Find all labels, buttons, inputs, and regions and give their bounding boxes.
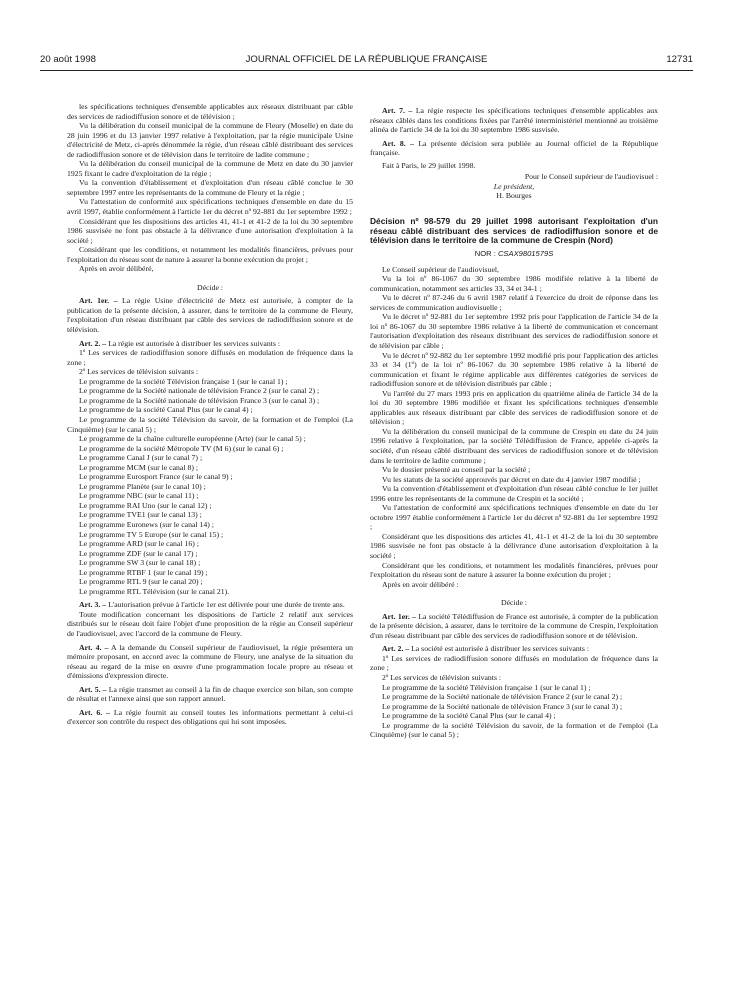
article-label: Art. 7. –: [382, 106, 413, 115]
text-paragraph: Le programme de la société Canal Plus (sur le canal 4) ;: [382, 711, 556, 721]
text-paragraph: Le programme de la société Métropole TV (M 6) (sur le canal 6) ;: [79, 443, 284, 453]
nor-reference: [370, 249, 658, 259]
article-text: La régie respecte les spécifications techniques d'ensemble applicables aux réseaux câblés dans les conditions fixées par l'arrêté interministériel mentionné au troisième alinéa de l'article 34 de la loi du 30 septembre 1986 susvisée.: [370, 106, 658, 135]
article-text: La société est autorisée à distribuer les services suivants :: [409, 644, 590, 654]
text-paragraph: 2º Les services de télévision suivants :: [79, 367, 199, 377]
article-text: La régie transmet au conseil à la fin de chaque exercice son bilan, son compte de résultat et l'annexe ainsi que son rapport annuel.: [67, 684, 353, 704]
text-paragraph: Considérant que les dispositions des articles 41, 41-1 et 41-2 de la loi du 30 septembre 1986 susvisée ne font pas obstacle à la délivrance d'une autorisation d'exploitation à la société ;: [67, 216, 353, 245]
text-paragraph: Le programme RTL 9 (sur le canal 20) ;: [79, 577, 203, 587]
article-paragraph: [67, 708, 353, 727]
article-paragraph: [67, 643, 353, 681]
text-paragraph: Le programme NBC (sur le canal 11) ;: [79, 491, 199, 501]
text-paragraph: Le programme ARD (sur le canal 16) ;: [79, 539, 199, 549]
text-paragraph: Le programme de la société Télévision du savoir, de la formation et de l'emploi (La Cinquième) (sur le canal 5) ;: [67, 414, 353, 434]
text-paragraph: Le programme Planète (sur le canal 10) ;: [79, 481, 206, 491]
article-paragraph: [370, 644, 658, 654]
text-paragraph: Considérant que les conditions, et notamment les modalités financières, prévues pour l'exploitation du réseau sont de nature à assurer la bonne exécution du projet ;: [370, 560, 658, 580]
text-paragraph: Vu la loi nº 86-1067 du 30 septembre 1986 modifiée relative à la liberté de communication, notamment ses articles 33, 34 et 34-1 ;: [370, 274, 658, 293]
article-label: Art. 1er. –: [79, 296, 118, 306]
text-paragraph: Le programme de la société Télévision française 1 (sur le canal 1) ;: [382, 682, 591, 692]
signature-for: Pour le Conseil supérieur de l'audiovisuel :: [524, 172, 658, 182]
text-paragraph: Vu l'attestation de conformité aux spécifications techniques d'ensemble en date du 1er octobre 1997 établie conformément à l'article 1er du décret nº 92-881 du 1er septembre 1992 ;: [370, 503, 658, 532]
text-paragraph: Le programme de la société Canal Plus (sur le canal 4) ;: [79, 405, 253, 415]
text-paragraph: Vu le dossier présenté au conseil par la société ;: [382, 465, 531, 475]
article-text: La régie est autorisée à distribuer les services suivants :: [106, 338, 281, 348]
header-date: 20 août 1998: [40, 54, 97, 65]
signature-role: Le président,: [493, 181, 535, 191]
text-paragraph: Le programme Eurosport France (sur le canal 9) ;: [79, 472, 233, 482]
text-paragraph: Vu le décret nº 92-882 du 1er septembre 1992 modifié pris pour l'application des articles 33 et 34 (1º) de la loi nº 86-1067 du 30 septembre 1986 relative à la liberté de communication et fixant le régime applicable aux différentes catégories de services de radiodiffusion sonore et de télévision distribués par câble ;: [370, 350, 658, 389]
text-paragraph: Vu la délibération du conseil municipal de la commune de Metz en date du 30 janvier 1925 fixant le cadre d'exploitation de la régie ;: [67, 159, 353, 178]
decision-title: Décision nº 98-579 du 29 juillet 1998 autorisant l'exploitation d'un réseau câblé distribuant des services de radiodiffusion sonore et de télévision dans le territoire de la commune de Crespin (Nord): [370, 215, 658, 246]
text-paragraph: Le programme de la Société nationale de télévision France 3 (sur le canal 3) ;: [79, 395, 320, 405]
text-paragraph: Vu la délibération du conseil municipal de la commune de Crespin en date du 24 juin 1996 relative à l'exploitation, par la société Télédiffusion de France, appelée ci-après la société, d'un réseau câblé distribuant des services de radiodiffusion sonore et de télévision dans le territoire de ladite commune ;: [370, 426, 658, 465]
header-rule: [40, 70, 693, 71]
text-paragraph: Le programme TVE1 (sur le canal 13) ;: [79, 510, 202, 520]
text-paragraph: Le Conseil supérieur de l'audiovisuel,: [382, 264, 499, 274]
signature-place-date: Fait à Paris, le 29 juillet 1998.: [382, 160, 476, 170]
text-paragraph: Le programme de la société Télévision du savoir, de la formation et de l'emploi (La Cinquième) (sur le canal 5) ;: [370, 720, 658, 740]
article-label: Art. 4. –: [79, 642, 109, 652]
page-number: 12731: [666, 54, 693, 65]
text-paragraph: Vu l'attestation de conformité aux spécifications techniques d'ensemble en date du 15 avril 1997, établie conformément à l'article 1er du décret nº 92-881 du 1er septembre 1992 ;: [67, 197, 353, 217]
article-text: La régie Usine d'électricité de Metz est autorisée, à compter de la publication de la présente décision, à assurer, dans le territoire de la commune de Fleury, l'exploitation d'un réseau distribuant par câble des services de radiodiffusion sonore et de télévision.: [67, 296, 353, 335]
text-paragraph: Vu le décret nº 92-881 du 1er septembre 1992 pris pour l'application de l'article 34 de la loi nº 86-1067 du 30 septembre 1986 relative à la liberté de communication et concernant l'autorisation d'exploitation des réseaux distribuant des services de radiodiffusion sonore et de télévision par câble ;: [370, 312, 658, 350]
text-paragraph: Le programme TV 5 Europe (sur le canal 15) ;: [79, 529, 224, 539]
text-paragraph: Le programme RTL Télévision (sur le canal 21).: [79, 586, 230, 596]
text-paragraph: Le programme MCM (sur le canal 8) ;: [79, 462, 199, 472]
article-text: La régie fournit au conseil toutes les informations permettant à celui-ci d'exercer son contrôle du respect des obligations qui lui sont imposées.: [67, 707, 353, 727]
text-paragraph: Le programme Euronews (sur le canal 14) ;: [79, 519, 214, 529]
text-paragraph: Le programme de la Société nationale de télévision France 2 (sur le canal 2) ;: [79, 386, 320, 396]
text-paragraph: Toute modification concernant les dispositions de l'article 2 relatif aux services distribués sur le réseau doit faire l'objet d'une proposition de la régie au Conseil supérieur de l'audiovisuel, avec l'accord de la commune de Fleury.: [67, 609, 353, 638]
nor-label: NOR :: [474, 249, 496, 259]
article-label: Art. 8. –: [382, 138, 414, 148]
text-paragraph: Après en avoir délibéré,: [79, 264, 154, 274]
signature-name: H. Bourges: [496, 191, 532, 201]
article-text: A la demande du Conseil supérieur de l'audiovisuel, la régie présentera un mémoire proposant, en accord avec la commune de Fleury, une analyse de la situation du réseau au regard de la mise en œuvre d'une programmation locale propre au réseau et d'émissions d'expression directe.: [67, 642, 353, 681]
text-paragraph: Vu la convention d'établissement et d'exploitation d'un réseau câblé conclue le 30 septembre 1997 entre les représentants de la commune de Fleury et la régie ;: [67, 178, 353, 197]
text-paragraph: les spécifications techniques d'ensemble applicables aux réseaux distribuant par câble des services de radiodiffusion sonore et de télévision ;: [67, 102, 353, 121]
article-label: Art. 3. –: [79, 600, 107, 610]
journal-title: JOURNAL OFFICIEL DE LA RÉPUBLIQUE FRANÇAISE: [245, 54, 488, 65]
article-text: L'autorisation prévue à l'article 1er est délivrée pour une durée de trente ans.: [106, 600, 345, 610]
article-paragraph: [370, 106, 658, 135]
article-text: La société Télédiffusion de France est autorisée, à compter de la publication de la présente décision, à assurer, dans le territoire de la commune de Crespin, l'exploitation d'un réseau distribuant par câble des services de radiodiffusion sonore et de télévision.: [370, 611, 658, 640]
article-label: Art. 2. –: [79, 338, 107, 348]
article-label: Art. 6. –: [79, 707, 110, 717]
article-paragraph: [370, 612, 658, 641]
article-paragraph: [370, 139, 658, 158]
right-column-body: [370, 265, 658, 740]
article-paragraph: [67, 339, 353, 349]
page-header: [40, 54, 693, 68]
text-paragraph: Vu le décret nº 87-246 du 6 avril 1987 relatif à l'exercice du droit de réponse dans les services de communication audiovisuelle ;: [370, 293, 658, 312]
text-paragraph: Le programme SW 3 (sur le canal 18) ;: [79, 558, 201, 568]
article-text: La présente décision sera publiée au Journal officiel de la République française.: [370, 138, 658, 158]
text-paragraph: Le programme RTBF 1 (sur le canal 19) ;: [79, 567, 208, 577]
text-paragraph: 2º Les services de télévision suivants :: [382, 673, 502, 682]
text-paragraph: Considérant que les conditions, et notamment les modalités financières, prévues pour l'exploitation du réseau sont de nature à assurer la bonne exécution du projet ;: [67, 245, 353, 264]
article-paragraph: [67, 296, 353, 334]
text-paragraph: Après en avoir délibéré :: [382, 579, 459, 589]
text-paragraph: Vu les statuts de la société approuvés par décret en date du 4 janvier 1987 modifié ;: [382, 474, 641, 484]
text-paragraph: Vu l'arrêté du 27 mars 1993 pris en application du quatrième alinéa de l'article 34 de la loi du 30 septembre 1986 modifiée et fixant les spécifications techniques d'ensemble applicables aux réseaux distribuant par câble des services de radiodiffusion sonore et de télévision ;: [370, 388, 658, 427]
article-label: Art. 5. –: [79, 684, 107, 694]
text-paragraph: Le programme RAI Uno (sur le canal 12) ;: [79, 500, 212, 510]
text-paragraph: Vu la convention d'établissement et d'exploitation d'un réseau câblé conclue le 1er juillet 1996 entre les représentants de la commune de Crespin et la société ;: [370, 484, 658, 503]
text-paragraph: Le programme ZDF (sur le canal 17) ;: [79, 548, 198, 558]
decide-heading: Décide :: [196, 282, 224, 292]
nor-code: CSAX9801579S: [497, 249, 554, 259]
text-paragraph: 1º Les services de radiodiffusion sonore diffusés en modulation de fréquence dans la zone ;: [370, 653, 658, 673]
text-paragraph: Le programme de la Société nationale de télévision France 2 (sur le canal 2) ;: [382, 692, 623, 702]
right-column: [370, 102, 658, 740]
left-column: [67, 102, 353, 727]
text-paragraph: Le programme de la Société nationale de télévision France 3 (sur le canal 3) ;: [382, 701, 623, 711]
right-column-top-articles: [370, 106, 658, 158]
text-paragraph: Considérant que les dispositions des articles 41, 41-1 et 41-2 de la loi du 30 septembre 1986 susvisée ne font pas obstacle à la délivrance d'une autorisation d'exploitation à la société ;: [370, 531, 658, 560]
text-paragraph: 1º Les services de radiodiffusion sonore diffusés en modulation de fréquence dans la zone ;: [67, 348, 353, 367]
article-paragraph: [67, 685, 353, 704]
article-label: Art. 2. –: [382, 644, 410, 654]
text-paragraph: Le programme Canal J (sur le canal 7) ;: [79, 453, 203, 463]
article-label: Art. 1er. –: [382, 611, 416, 621]
text-paragraph: Le programme de la chaîne culturelle européenne (Arte) (sur le canal 5) ;: [79, 434, 306, 444]
text-paragraph: Le programme de la société Télévision française 1 (sur le canal 1) ;: [79, 376, 288, 386]
article-paragraph: [67, 600, 353, 610]
decide-heading: Décide :: [500, 598, 528, 608]
text-paragraph: Vu la délibération du conseil municipal de la commune de Fleury (Moselle) en date du 28 juin 1996 et du 13 janvier 1997 relative à l'exploitation, par la régie municipale Usine d'électricité de Metz, ci-après dénommée la régie, d'un réseau câblé distribuant des services de radiodiffusion sonore et de télévision dans le territoire de ladite commune ;: [67, 121, 353, 159]
